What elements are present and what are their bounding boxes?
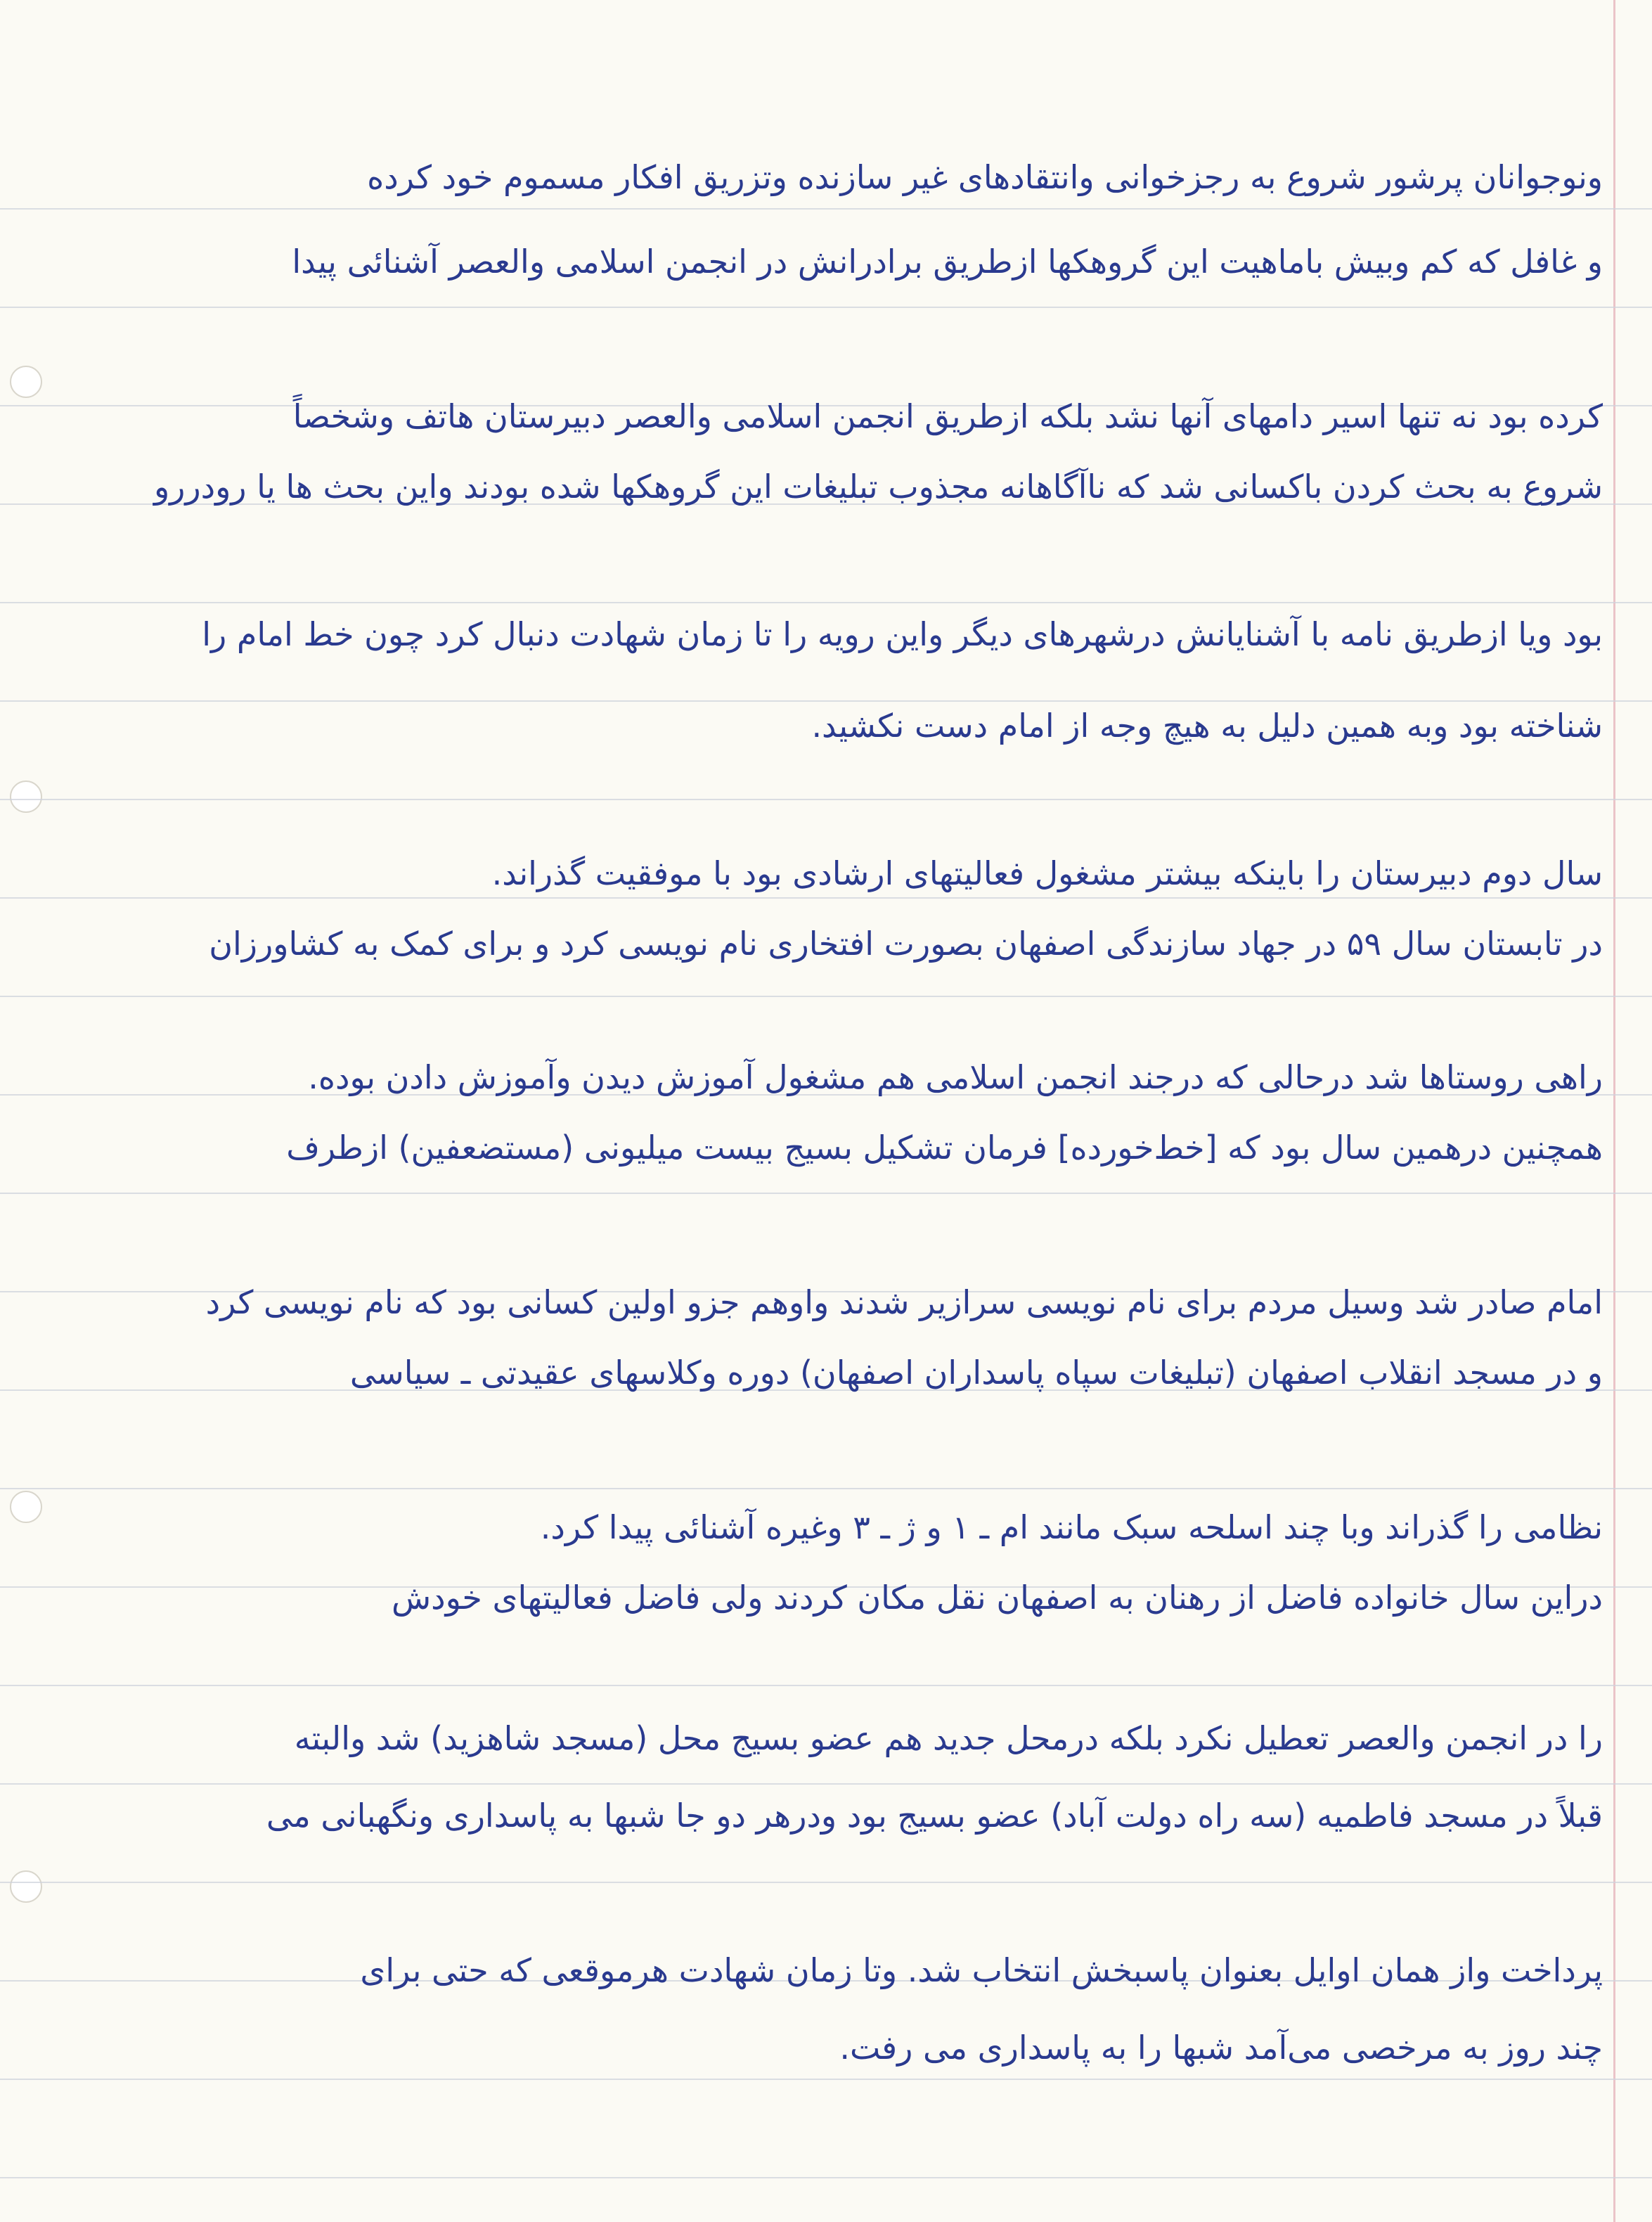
- ruled-line: [0, 996, 1652, 997]
- text-line: ونوجوانان پرشور شروع به رجزخوانی وانتقادهای غیر سازنده وتزریق افکار مسموم خود کرده: [367, 158, 1603, 196]
- ruled-line: [0, 799, 1652, 800]
- ruled-line: [0, 1193, 1652, 1194]
- ruled-line: [0, 2177, 1652, 2178]
- punch-hole: [10, 1491, 42, 1523]
- ruled-line: [0, 2079, 1652, 2080]
- text-line: راهی روستاها شد درحالی که درجند انجمن اسلامی هم مشغول آموزش دیدن وآموزش دادن بوده.: [308, 1058, 1603, 1096]
- text-line: بود ویا ازطریق نامه با آشنایانش درشهرهای دیگر واین رویه را تا زمان شهادت دنبال کرد چون خط امام را: [202, 615, 1603, 653]
- text-line: و غافل که کم وبیش باماهیت این گروهکها ازطریق برادرانش در انجمن اسلامی والعصر آشنائی پیدا: [292, 243, 1603, 281]
- ruled-line: [0, 208, 1652, 210]
- margin-line: [1613, 0, 1615, 2222]
- text-line: کرده بود نه تنها اسیر دامهای آنها نشد بلکه ازطریق انجمن اسلامی والعصر دبیرستان هاتف وشخصاً: [292, 397, 1603, 435]
- ruled-line: [0, 1882, 1652, 1883]
- ruled-line: [0, 1783, 1652, 1785]
- text-line: و در مسجد انقلاب اصفهان (تبلیغات سپاه پاسداران اصفهان) دوره وکلاسهای عقیدتی ـ سیاسی: [349, 1354, 1603, 1392]
- text-line: نظامی را گذراند وبا چند اسلحه سبک مانند ام ـ ۱ و ژ ـ ۳ وغیره آشنائی پیدا کرد.: [540, 1508, 1603, 1546]
- text-line: قبلاً در مسجد فاطمیه (سه راه دولت آباد) عضو بسیج بود ودرهر دو جا شبها به پاسداری ونگهبانی می: [266, 1797, 1603, 1835]
- punch-hole: [10, 366, 42, 398]
- punch-hole: [10, 1870, 42, 1903]
- text-line: در تابستان سال ۵۹ در جهاد سازندگی اصفهان بصورت افتخاری نام نویسی کرد و برای کمک به کشاورزان: [209, 925, 1603, 963]
- ruled-line: [0, 700, 1652, 702]
- ruled-line: [0, 602, 1652, 603]
- ruled-line: [0, 307, 1652, 308]
- text-line: شروع به بحث کردن باکسانی شد که ناآگاهانه مجذوب تبلیغات این گروهکها شده بودند واین بحث ها یا رودررو: [153, 468, 1603, 506]
- text-line: سال دوم دبیرستان را باینکه بیشتر مشغول فعالیتهای ارشادی بود با موفقیت گذراند.: [491, 854, 1603, 892]
- text-line: دراین سال خانواده فاضل از رهنان به اصفهان نقل مکان کردند ولی فاضل فعالیتهای خودش: [392, 1579, 1603, 1617]
- text-line: را در انجمن والعصر تعطیل نکرد بلکه درمحل جدید هم عضو بسیج محل (مسجد شاهزید) شد والبته: [294, 1719, 1603, 1757]
- text-line: چند روز به مرخصی می‌آمد شبها را به پاسداری می رفت.: [839, 2029, 1603, 2067]
- ruled-line: [0, 1488, 1652, 1489]
- punch-hole: [10, 781, 42, 813]
- text-line: پرداخت واز همان اوایل بعنوان پاسبخش انتخاب شد. وتا زمان شهادت هرموقعی که حتی برای: [360, 1951, 1603, 1989]
- text-line: شناخته بود وبه همین دلیل به هیچ وجه از امام دست نکشید.: [811, 707, 1603, 745]
- ruled-line: [0, 1685, 1652, 1686]
- text-line: همچنین درهمین سال بود که [خط‌خورده] فرمان تشکیل بسیج بیست میلیونی (مستضعفین) ازطرف: [286, 1129, 1603, 1167]
- text-line: امام صادر شد وسیل مردم برای نام نویسی سرازیر شدند واوهم جزو اولین کسانی بود که نام نویسی کرد: [205, 1283, 1603, 1321]
